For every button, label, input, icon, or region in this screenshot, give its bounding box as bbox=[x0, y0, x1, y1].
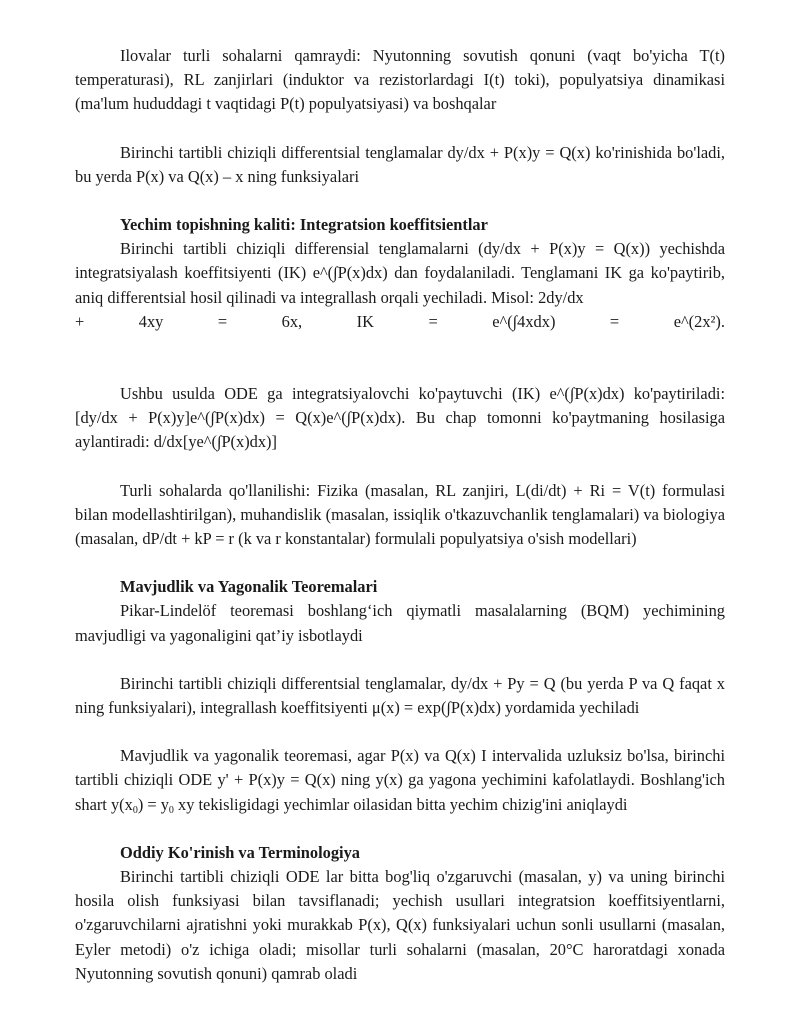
paragraph-applications: Ilovalar turli sohalarni qamraydi: Nyutonning sovutish qonuni (vaqt bo'yicha T(t) temperaturasi), RL zanjirlari (induktor va rezistorlardagi I(t) toki), populyatsiya dinamikasi (ma'lum hududdagi t vaqtidagi P(t) populyatsiyasi) va boshqalar bbox=[75, 46, 725, 114]
paragraph-integrating-factor-mu: Birinchi tartibli chiziqli differentsial tenglamalar, dy/dx + Py = Q (bu yerda P va Q faqat x ning funksiyalari), integrallash koeffitsiyenti μ(x) = exp(∫P(x)dx) yordamida yechiladi bbox=[75, 673, 725, 718]
paragraph-multiplying-ode: Ushbu usulda ODE ga integratsiyalovchi ko'paytuvchi (IK) e^(∫P(x)dx) ko'paytiriladi: [dy/dx + P(x)y]e^(∫P(x)dx) = Q(x)e^(∫P(x)dx). Bu chap tomonni ko'paytmaning hosilasiga aylantiradi: d/dx[ye^(∫P(x)dx)] bbox=[75, 384, 725, 452]
paragraph-integrating-factor-text: Birinchi tartibli chiziqli differensial tenglamalarni (dy/dx + P(x)y = Q(x)) yechishda integratsiyalash koeffitsiyenti (IK) e^(∫P(x)dx) dan foydalaniladi. Tenglamani IK ga ko'paytirib, aniq differentsial hosil qilinadi va integrallash orqali yechiladi. Misol: 2dy/dx bbox=[75, 239, 725, 307]
paragraph-integrating-factor-method bbox=[75, 237, 725, 334]
paragraph-terminology: Birinchi tartibli chiziqli ODE lar bitta bog'liq o'zgaruvchi (masalan, y) va uning birinchi hosila olish funksiyasi bilan tavsiflanadi; yechish usullari integratsion koeffitsiyentlarni, o'zgaruvchilarni ajratishni yoki murakkab P(x), Q(x) funksiyalari uchun sonli usullarni (masalan, Eyler metodi) o'z ichiga oladi; misollar turli sohalarni (masalan, 20°C haroratdagi xonada Nyutonning sovutish qonuni) qamrab oladi bbox=[75, 867, 725, 983]
paragraph-picard-lindelof: Pikar-Lindelöf teoremasi boshlang‘ich qiymatli masalalarning (BQM) yechimining mavjudligi va yagonaligini qat’iy isbotlaydi bbox=[75, 601, 725, 645]
paragraph-fields-of-use: Turli sohalarda qo'llanilishi: Fizika (masalan, RL zanjiri, L(di/dt) + Ri = V(t) formulasi bilan modellashtirilgan), muhandislik (masalan, issiqlik o'tkazuvchanlik tenglamalari) va biologiya (masalan, dP/dt + kP = r (k va r konstantalar) formulali populyatsiya o'sish modellari) bbox=[75, 480, 725, 549]
existence-text-part2: ) = y bbox=[137, 794, 169, 814]
existence-text-part1: Mavjudlik va yagonalik teoremasi, agar P(x) va Q(x) I intervalida uzluksiz bo'lsa, birinchi tartibli chiziqli ODE y' + P(x)y = Q(x) ning y(x) ga yagona yechimini kafolatlaydi. Boshlang'ich shart y(x bbox=[75, 746, 725, 814]
subscript-y0: 0 bbox=[168, 804, 174, 816]
heading-existence-uniqueness: Mavjudlik va Yagonalik Teoremalari bbox=[120, 577, 378, 597]
heading-terminology: Oddiy Ko'rinish va Terminologiya bbox=[120, 842, 360, 862]
existence-text-part3: xy tekisligidagi yechimlar oilasidan bitta yechim chizig'ini aniqlaydi bbox=[173, 794, 628, 814]
paragraph-existence-theorem bbox=[75, 744, 725, 817]
paragraph-linear-ode-definition: Birinchi tartibli chiziqli differentsial tenglamalar dy/dx + P(x)y = Q(x) ko'rinishida bo'ladi, bu yerda P(x) va Q(x) – x ning funksiyalari bbox=[75, 142, 725, 186]
heading-integrating-factors: Yechim topishning kaliti: Integratsion koeffitsientlar bbox=[120, 215, 488, 235]
subscript-x0: 0 bbox=[132, 804, 138, 816]
paragraph-integrating-factor-example: + 4xy = 6x, IK = e^(∫4xdx) = e^(2x²). bbox=[75, 311, 725, 331]
